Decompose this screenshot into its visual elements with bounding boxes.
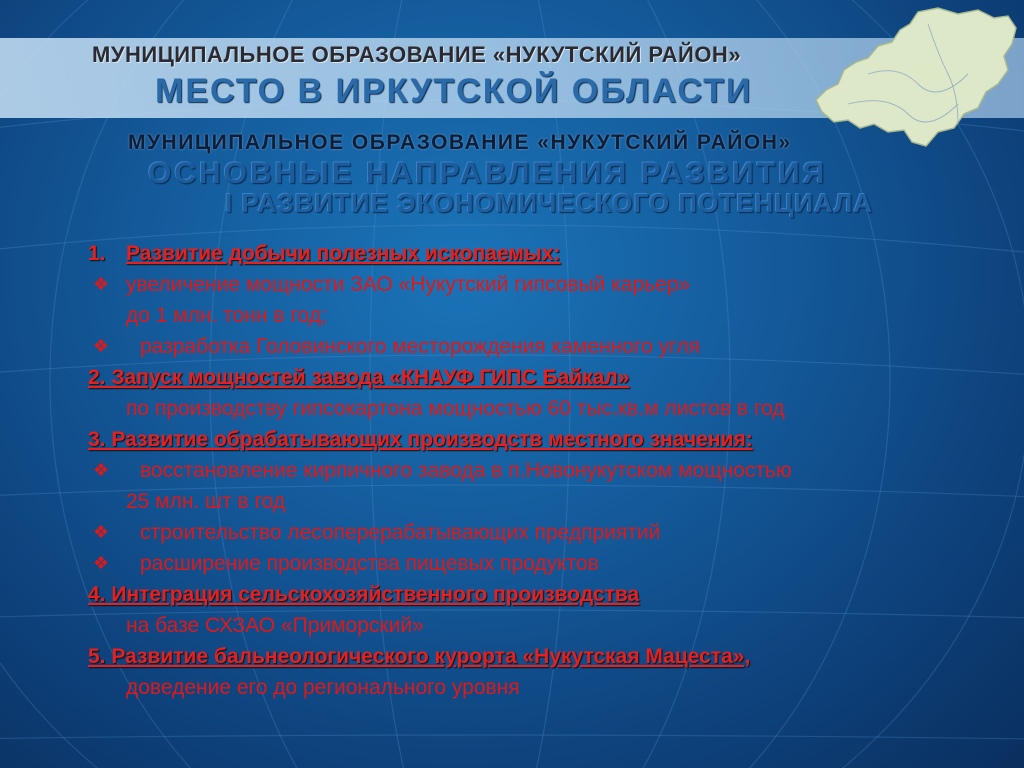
diamond-bullet-icon: ❖	[92, 460, 110, 480]
item-1-bullet-1-continued: до 1 млн. тонн в год;	[126, 304, 327, 327]
diamond-bullet-icon: ❖	[92, 336, 110, 356]
item-4-text: на базе СХЗАО «Приморский»	[126, 614, 424, 637]
list-bullet	[88, 455, 968, 486]
list-bullet	[88, 517, 968, 548]
list-item-5-heading	[88, 641, 968, 672]
list-bullet	[88, 331, 968, 362]
item-1-title: Развитие добычи полезных ископаемых:	[126, 242, 561, 265]
list-item-1-heading	[88, 238, 968, 269]
item-1-number: 1.	[88, 242, 106, 265]
development-list	[88, 238, 968, 703]
item-5-text: доведение его до регионального уровня	[126, 676, 520, 699]
item-3-bullet-1: восстановление кирпичного завода в п.Новонукутском мощностью	[140, 459, 792, 482]
item-4-title: 4. Интеграция сельскохозяйственного производства	[88, 583, 640, 606]
irkutsk-region-map-icon	[808, 4, 1022, 154]
diamond-bullet-icon: ❖	[92, 274, 110, 294]
item-3-bullet-2: строительство лесоперерабатывающих предприятий	[140, 521, 661, 544]
list-item-2-heading	[88, 362, 968, 393]
item-2-title: 2. Запуск мощностей завода «КНАУФ ГИПС Байкал»	[88, 366, 630, 389]
item-5-title: 5. Развитие бальнеологического курорта «Нукутская Мацеста»,	[88, 645, 751, 668]
header-place-title: МЕСТО В ИРКУТСКОЙ ОБЛАСТИ	[155, 72, 753, 110]
list-bullet	[88, 269, 968, 300]
list-item-3-heading	[88, 424, 968, 455]
list-item-4-heading	[88, 579, 968, 610]
list-bullet	[88, 548, 968, 579]
header-municipality-title: МУНИЦИПАЛЬНОЕ ОБРАЗОВАНИЕ «НУКУТСКИЙ РАЙОН»	[92, 42, 742, 67]
item-1-bullet-2: разработка Головинского месторождения каменного угля	[140, 335, 700, 358]
diamond-bullet-icon: ❖	[92, 553, 110, 573]
item-3-bullet-1-continued: 25 млн. шт в год	[126, 490, 286, 513]
section-directions-title: ОСНОВНЫЕ НАПРАВЛЕНИЯ РАЗВИТИЯ	[148, 157, 828, 190]
diamond-bullet-icon: ❖	[92, 522, 110, 542]
section-municipality-title: МУНИЦИПАЛЬНОЕ ОБРАЗОВАНИЕ «НУКУТСКИЙ РАЙОН»	[128, 131, 792, 154]
item-2-text: по производству гипсокартона мощностью 60 тыс.кв.м листов в год	[126, 397, 785, 420]
item-3-title: 3. Развитие обрабатывающих производств местного значения:	[88, 428, 753, 451]
section-economic-subtitle: I РАЗВИТИЕ ЭКОНОМИЧЕСКОГО ПОТЕНЦИАЛА	[225, 188, 874, 218]
item-1-bullet-1: увеличение мощности ЗАО «Нукутский гипсовый карьер»	[126, 273, 691, 296]
item-3-bullet-3: расширение производства пищевых продуктов	[140, 552, 599, 575]
